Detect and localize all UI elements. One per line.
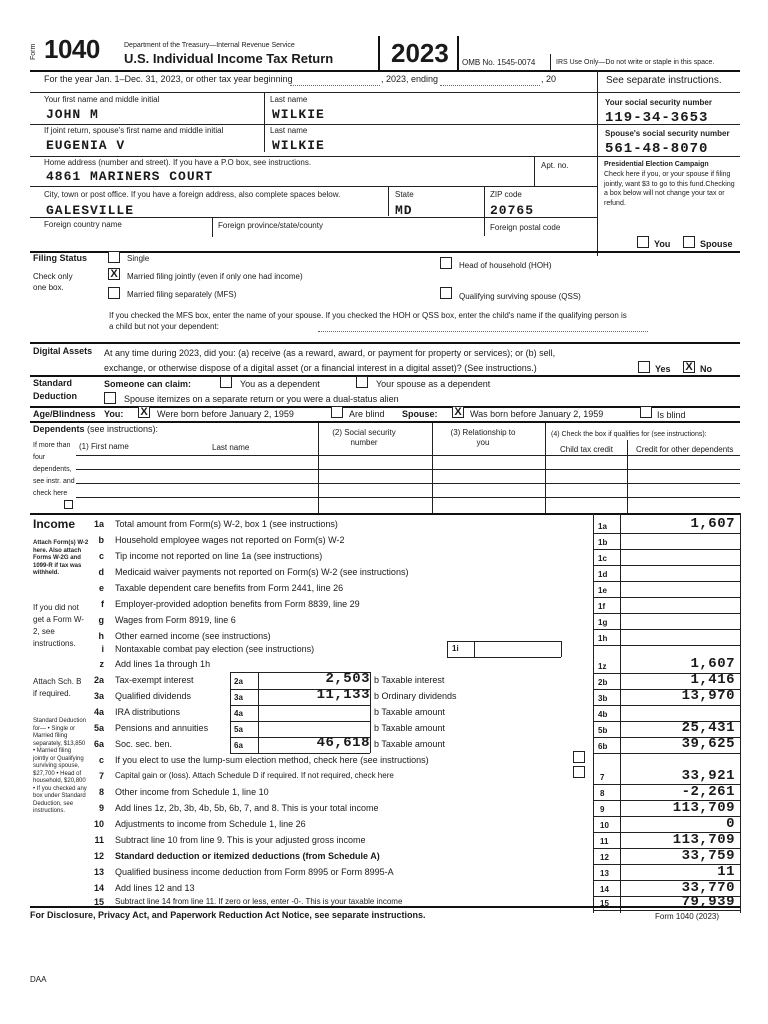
line-14-desc: Add lines 12 and 13 xyxy=(115,883,195,893)
line-7-num: 7 xyxy=(98,771,104,781)
irs-use-only: IRS Use Only—Do not write or staple in this space. xyxy=(556,59,715,66)
line-rule xyxy=(593,597,740,598)
mfs-checkbox[interactable] xyxy=(108,287,120,299)
line-8-num: 8 xyxy=(98,787,104,797)
tax-year-line: For the year Jan. 1–Dec. 31, 2023, or other tax year beginning xyxy=(44,74,293,84)
qss-label: Qualifying surviving spouse (QSS) xyxy=(459,292,581,301)
form-number: 1040 xyxy=(44,34,100,64)
line-6c-desc: If you elect to use the lump-sum election method, check here (see instructions) xyxy=(115,755,429,765)
line-2b-desc: b Taxable interest xyxy=(374,675,445,685)
digital-assets-title: Digital Assets xyxy=(33,346,93,356)
box-5b: 5b xyxy=(598,726,608,735)
line-8-desc: Other income from Schedule 1, line 10 xyxy=(115,787,269,797)
box-9: 9 xyxy=(600,805,605,814)
age-spouse-label: Spouse: xyxy=(402,409,438,419)
disclosure-note: For Disclosure, Privacy Act, and Paperwork Reduction Act Notice, see separate instructions. xyxy=(30,910,426,920)
mid-box-rule xyxy=(230,672,231,753)
line-5a-desc: Pensions and annuities xyxy=(115,723,209,733)
line-11-desc: Subtract line 10 from line 9. This is your adjusted gross income xyxy=(115,835,366,845)
zip-label: ZIP code xyxy=(490,190,522,199)
city-field[interactable]: GALESVILLE xyxy=(46,203,135,218)
line-3a-desc: Qualified dividends xyxy=(115,691,192,701)
line-i-num: i xyxy=(101,644,104,654)
line-10-num: 10 xyxy=(93,819,104,829)
line-1a-num: 1a xyxy=(93,519,104,529)
first-name-label: Your first name and middle initial xyxy=(44,95,160,104)
amount-5b[interactable]: 25,431 xyxy=(681,720,735,736)
street-label: Home address (number and street). If you have a P.O box, see instructions. xyxy=(44,158,312,167)
line-9-desc: Add lines 1z, 2b, 3b, 4b, 5b, 6b, 7, and 8. This is your total income xyxy=(115,803,379,813)
line-c-desc: Tip income not reported on line 1a (see instructions) xyxy=(115,551,323,561)
box-1d: 1d xyxy=(598,570,608,579)
box-1z: 1z xyxy=(598,662,607,671)
mfs-label: Married filing separately (MFS) xyxy=(127,290,237,299)
foreign-province-label: Foreign province/state/county xyxy=(218,221,323,230)
no-w2-note: If you did not get a Form W-2, see instructions. xyxy=(33,603,84,648)
see-instructions: See separate instructions. xyxy=(606,75,722,86)
income-title: Income xyxy=(33,517,76,531)
state-label: State xyxy=(395,190,414,199)
dependents-col1b: Last name xyxy=(212,443,250,452)
form-title: U.S. Individual Income Tax Return xyxy=(124,51,334,66)
box-3b: 3b xyxy=(598,694,608,703)
you-dependent-checkbox[interactable] xyxy=(220,376,232,388)
line-10-desc: Adjustments to income from Schedule 1, line 26 xyxy=(115,819,306,829)
dependents-if-more: If more than four dependents, see instr. and check here xyxy=(33,442,75,497)
last-name-label: Last name xyxy=(270,95,308,104)
amount-1a[interactable]: 1,607 xyxy=(690,516,735,532)
line-h-num: h xyxy=(98,631,104,641)
dependents-col4b: Credit for other dependents xyxy=(636,445,734,454)
spouse-first-name-field[interactable]: EUGENIA V xyxy=(46,138,126,153)
line-14-num: 14 xyxy=(93,883,104,893)
digital-assets-text1: At any time during 2023, did you: (a) receive (as a reward, award, or payment for property or services); or (b) sell, xyxy=(104,348,556,358)
amount-2a[interactable]: 2,503 xyxy=(325,671,370,687)
line-13-num: 13 xyxy=(93,867,104,877)
standard-deduction-note: Standard Deduction for— • Single or Married filing separately, $13,850 • Married filing jointly or Qualifying surviving spouse, $27,700 • Head of household, $20,800 • If you checked any box under Standard Deduction, see instructions. xyxy=(33,718,87,814)
line-rule xyxy=(593,581,740,582)
line-b-num: b xyxy=(98,535,104,545)
apt-label: Apt. no. xyxy=(541,161,569,170)
line-e-desc: Taxable dependent care benefits from Form 2441, line 26 xyxy=(115,583,344,593)
omb-number: OMB No. 1545-0074 xyxy=(462,58,536,67)
foreign-postal-label: Foreign postal code xyxy=(490,223,561,232)
box-15: 15 xyxy=(600,899,609,908)
single-checkbox[interactable] xyxy=(108,251,120,263)
amount-3b[interactable]: 13,970 xyxy=(681,688,735,704)
line-4a-num: 4a xyxy=(93,707,104,717)
box-1e: 1e xyxy=(598,586,607,595)
line-rule xyxy=(593,613,740,614)
line-6c-num: c xyxy=(98,755,104,765)
dept-text: Department of the Treasury—Internal Revenue Service xyxy=(124,42,295,49)
you-born-before-label: Were born before January 2, 1959 xyxy=(157,409,294,419)
attach-sch-b-note: Attach Sch. B if required. xyxy=(33,677,82,698)
box-4b: 4b xyxy=(598,710,608,719)
election-you-label: You xyxy=(654,239,671,249)
amount-6a[interactable]: 46,618 xyxy=(316,735,370,751)
digital-yes-label: Yes xyxy=(655,364,671,374)
line-rule xyxy=(593,629,740,630)
filing-status-title: Filing Status xyxy=(33,253,87,263)
attach-w2-note: Attach Form(s) W-2 here. Also attach Forms W-2G and 1099-R if tax was withheld. xyxy=(33,540,89,576)
box-10: 10 xyxy=(600,821,609,830)
spouse-last-name-label: Last name xyxy=(270,126,308,135)
tax-year: 2023 xyxy=(391,38,449,68)
line-4a-desc: IRA distributions xyxy=(115,707,181,717)
standard-deduction-title: Standard Deduction xyxy=(33,378,77,401)
dependents-col4a: Child tax credit xyxy=(560,445,613,454)
digital-no-checkbox[interactable]: X xyxy=(683,361,695,373)
line-1a-desc: Total amount from Form(s) W-2, box 1 (see instructions) xyxy=(115,519,338,529)
amount-10[interactable]: 0 xyxy=(726,816,735,832)
box-12: 12 xyxy=(600,853,609,862)
spouse-born-before-label: Was born before January 2, 1959 xyxy=(470,409,604,419)
amount-11[interactable]: 113,709 xyxy=(672,832,735,848)
box-1f: 1f xyxy=(598,602,606,611)
line-3a-num: 3a xyxy=(93,691,104,701)
spouse-itemizes-checkbox[interactable] xyxy=(104,392,116,404)
filing-status-check-only: Check only one box. xyxy=(33,272,73,292)
capital-gain-checkbox[interactable] xyxy=(573,766,585,778)
age-you-label: You: xyxy=(104,409,124,419)
hoh-checkbox[interactable] xyxy=(440,257,452,269)
amount-6b[interactable]: 39,625 xyxy=(681,736,735,752)
mfj-checkbox[interactable]: X xyxy=(108,268,120,280)
amount-8[interactable]: -2,261 xyxy=(681,784,735,800)
line-rule xyxy=(230,753,370,754)
box-7: 7 xyxy=(600,773,605,782)
form-label-footer: Form 1040 (2023) xyxy=(655,912,720,921)
spouse-blind-label: Is blind xyxy=(657,410,686,420)
age-blindness-title: Age/Blindness xyxy=(33,409,96,419)
line-5a-num: 5a xyxy=(93,723,104,733)
digital-no-label: No xyxy=(700,364,712,374)
foreign-country-label: Foreign country name xyxy=(44,220,122,229)
box-4a: 4a xyxy=(234,709,243,718)
line-2a-num: 2a xyxy=(93,675,104,685)
line-rule xyxy=(593,565,740,566)
spouse-ssn-label: Spouse's social security number xyxy=(605,129,730,138)
line-b-desc: Household employee wages not reported on Form(s) W-2 xyxy=(115,535,345,545)
line-rule xyxy=(593,533,740,534)
line-6a-num: 6a xyxy=(93,739,104,749)
dependents-col1: (1) First name xyxy=(79,442,129,451)
qss-checkbox[interactable] xyxy=(440,287,452,299)
zip-field[interactable]: 20765 xyxy=(490,203,535,218)
line-7-desc: Capital gain or (loss). Attach Schedule D if required. If not required, check here xyxy=(115,771,394,780)
line-1i-box: 1i xyxy=(452,644,459,653)
spouse-first-name-label: If joint return, spouse's first name and middle initial xyxy=(44,126,224,135)
election-text: Check here if you, or your spouse if filing jointly, want $3 to go to this fund.Checking a box below will not change your tax or refund. xyxy=(604,171,735,207)
mfj-label: Married filing jointly (even if only one had income) xyxy=(127,272,303,281)
box-2a: 2a xyxy=(234,677,243,686)
line-g-desc: Wages from Form 8919, line 6 xyxy=(115,615,236,625)
street-field[interactable]: 4861 MARINERS COURT xyxy=(46,169,214,184)
hoh-label: Head of household (HOH) xyxy=(459,261,552,270)
dependents-more-checkbox[interactable] xyxy=(64,500,73,509)
line-f-desc: Employer-provided adoption benefits from Form 8839, line 29 xyxy=(115,599,360,609)
dependents-col3: (3) Relationship to you xyxy=(450,428,516,447)
line-13-desc: Qualified business income deduction from Form 8995 or Form 8995-A xyxy=(115,867,394,877)
box-13: 13 xyxy=(600,869,609,878)
line-i-desc: Nontaxable combat pay election (see instructions) xyxy=(115,644,315,654)
election-spouse-checkbox[interactable] xyxy=(683,236,695,248)
you-born-before-checkbox[interactable]: X xyxy=(138,406,150,418)
line-15-num: 15 xyxy=(93,897,104,907)
spouse-dependent-checkbox[interactable] xyxy=(356,376,368,388)
election-spouse-label: Spouse xyxy=(700,239,733,249)
spouse-blind-checkbox[interactable] xyxy=(640,406,652,418)
election-title: Presidential Election Campaign xyxy=(604,161,709,168)
single-label: Single xyxy=(127,254,150,263)
box-11: 11 xyxy=(600,837,609,846)
line-e-num: e xyxy=(98,583,104,593)
line-rule xyxy=(593,910,740,911)
box-3a: 3a xyxy=(234,693,243,702)
dependents-col4: (4) Check the box if qualifies for (see instructions): xyxy=(551,431,707,438)
line-6b-desc: b Taxable amount xyxy=(374,739,445,749)
amount-1z[interactable]: 1,607 xyxy=(690,656,735,672)
line-h-desc: Other earned income (see instructions) xyxy=(115,631,271,641)
line-15-desc: Subtract line 14 from line 11. If zero or less, enter -0-. This is your taxable income xyxy=(115,897,403,906)
daa-label: DAA xyxy=(30,975,47,984)
tax-year-ending: , 2023, ending xyxy=(381,74,439,84)
box-5a: 5a xyxy=(234,725,243,734)
line-f-num: f xyxy=(101,599,104,609)
line-d-num: d xyxy=(98,567,104,577)
you-blind-checkbox[interactable] xyxy=(331,406,343,418)
amount-14[interactable]: 33,770 xyxy=(681,880,735,896)
line-4b-desc: b Taxable amount xyxy=(374,707,445,717)
box-6a: 6a xyxy=(234,741,243,750)
line-g-num: g xyxy=(98,615,104,625)
tax-year-20: , 20 xyxy=(541,74,557,84)
you-blind-label: Are blind xyxy=(349,409,385,419)
box-1h: 1h xyxy=(598,634,608,643)
ssn-label: Your social security number xyxy=(605,98,712,107)
amount-2b[interactable]: 1,416 xyxy=(690,672,735,688)
filing-status-note: If you checked the MFS box, enter the name of your spouse. If you checked the HOH or QSS box, enter the child's name if the qualifying person is a child but not your dependent: xyxy=(109,311,627,331)
line-c-num: c xyxy=(98,551,104,561)
spouse-itemizes-label: Spouse itemizes on a separate return or you were a dual-status alien xyxy=(124,394,399,404)
box-1g: 1g xyxy=(598,618,608,627)
box-14: 14 xyxy=(600,885,609,894)
line-z-num: z xyxy=(99,659,104,669)
line-rule xyxy=(230,721,370,722)
line-rule xyxy=(593,549,740,550)
first-name-field[interactable]: JOHN M xyxy=(46,107,99,122)
line-z-desc: Add lines 1a through 1h xyxy=(115,659,211,669)
line-2a-desc: Tax-exempt interest xyxy=(115,675,194,685)
spouse-last-name-field[interactable]: WILKIE xyxy=(272,138,325,153)
amount-3a[interactable]: 11,133 xyxy=(316,687,370,703)
lump-sum-checkbox[interactable] xyxy=(573,751,585,763)
mid-box-rule xyxy=(230,672,370,673)
spouse-dependent-label: Your spouse as a dependent xyxy=(376,379,491,389)
line-rule xyxy=(593,753,740,754)
spouse-born-before-checkbox[interactable]: X xyxy=(452,406,464,418)
dependents-title: Dependents (see instructions): xyxy=(33,424,159,434)
line-rule xyxy=(230,705,370,706)
mid-box-rule xyxy=(370,672,371,753)
box-6b: 6b xyxy=(598,742,608,751)
line-11-num: 11 xyxy=(94,835,104,845)
amount-9[interactable]: 113,709 xyxy=(672,800,735,816)
dependents-col2: (2) Social security number xyxy=(332,428,396,447)
mid-box-rule xyxy=(258,672,259,753)
line-3b-desc: b Ordinary dividends xyxy=(374,691,457,701)
city-label: City, town or post office. If you have a foreign address, also complete spaces below. xyxy=(44,190,341,199)
someone-can-claim: Someone can claim: xyxy=(104,379,192,389)
last-name-field[interactable]: WILKIE xyxy=(272,107,325,122)
box-2b: 2b xyxy=(598,678,608,687)
line-rule xyxy=(593,705,740,706)
amount-13[interactable]: 11 xyxy=(717,864,735,880)
amount-12[interactable]: 33,759 xyxy=(681,848,735,864)
line-rule xyxy=(593,645,740,646)
digital-yes-checkbox[interactable] xyxy=(638,361,650,373)
line-d-desc: Medicaid waiver payments not reported on Form(s) W-2 (see instructions) xyxy=(115,567,409,577)
spouse-ssn-field[interactable]: 561-48-8070 xyxy=(605,141,709,157)
digital-assets-text2: exchange, or otherwise dispose of a digital asset (or a financial interest in a digital asset)? (See instructions.) xyxy=(104,363,537,373)
box-1a: 1a xyxy=(598,522,607,531)
form-word: Form xyxy=(30,43,37,60)
state-field[interactable]: MD xyxy=(395,203,413,218)
ssn-field[interactable]: 119-34-3653 xyxy=(605,110,709,126)
line-12-desc: Standard deduction or itemized deductions (from Schedule A) xyxy=(115,851,380,861)
amount-15[interactable]: 79,939 xyxy=(681,894,735,910)
line-5b-desc: b Taxable amount xyxy=(374,723,445,733)
box-1b: 1b xyxy=(598,538,608,547)
box-1c: 1c xyxy=(598,554,607,563)
line-12-num: 12 xyxy=(93,851,104,861)
line-9-num: 9 xyxy=(98,803,104,813)
amount-7[interactable]: 33,921 xyxy=(681,768,735,784)
box-8: 8 xyxy=(600,789,605,798)
you-dependent-label: You as a dependent xyxy=(240,379,320,389)
line-6a-desc: Soc. sec. ben. xyxy=(115,739,173,749)
election-you-checkbox[interactable] xyxy=(637,236,649,248)
